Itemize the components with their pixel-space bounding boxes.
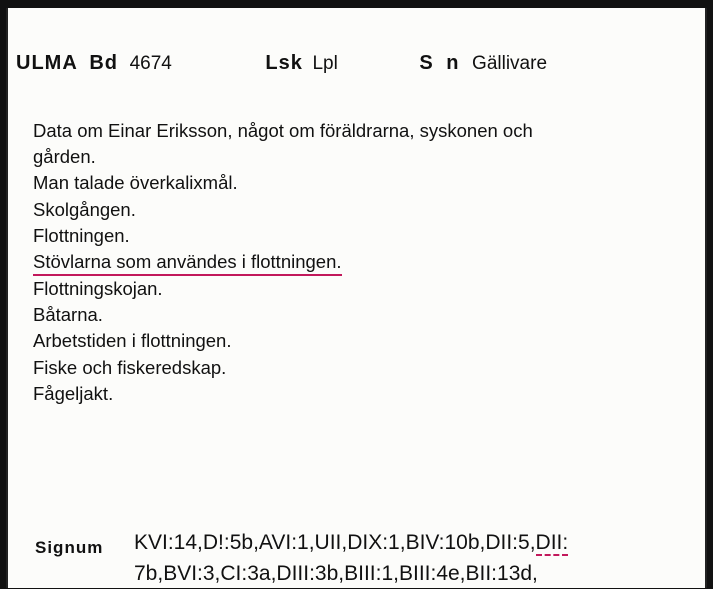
lsk-label: Lsk <box>265 52 303 74</box>
signum-codes <box>134 527 713 589</box>
content-line: Skolgången. <box>33 198 136 220</box>
content-line-underlined <box>33 249 683 276</box>
content-line: Arbetstiden i flottningen. <box>33 330 232 352</box>
sn-value: Gällivare <box>472 53 548 74</box>
archive-label: ULMA <box>16 52 78 74</box>
bd-label: Bd <box>89 52 118 74</box>
content-line: Fiske och fiskeredskap. <box>33 356 227 378</box>
archive-card <box>6 8 707 588</box>
bd-value: 4674 <box>129 53 172 74</box>
content-line: Data om Einar Eriksson, något om föräldrarna, syskonen och <box>33 120 533 141</box>
signum-codes-part: KVI:14,D!:5b,AVI:1,UII,DIX:1,BIV:10b,DII:5, <box>134 531 536 554</box>
underlined-text: Stövlarna som användes i flottningen. <box>33 251 342 276</box>
card-header <box>16 52 547 75</box>
content-line: gården. <box>33 146 96 168</box>
content-line: Fågeljakt. <box>33 382 114 404</box>
lsk-value: Lpl <box>312 53 338 74</box>
content-line: Båtarna. <box>33 304 103 326</box>
content-line: Flottningen. <box>33 224 130 246</box>
signum-line-2: 7b,BVI:3,CI:3a,DIII:3b,BIII:1,BIII:4e,BII:13d, <box>134 562 538 585</box>
signum-codes-underlined: DII: <box>535 531 569 554</box>
content-lines <box>33 118 683 407</box>
signum-line-1 <box>134 527 713 558</box>
content-line: Man talade överkalixmål. <box>33 172 238 194</box>
sn-label: S n <box>419 52 463 74</box>
signum-label: Signum <box>35 538 104 557</box>
content-line: Flottningskojan. <box>33 278 163 300</box>
